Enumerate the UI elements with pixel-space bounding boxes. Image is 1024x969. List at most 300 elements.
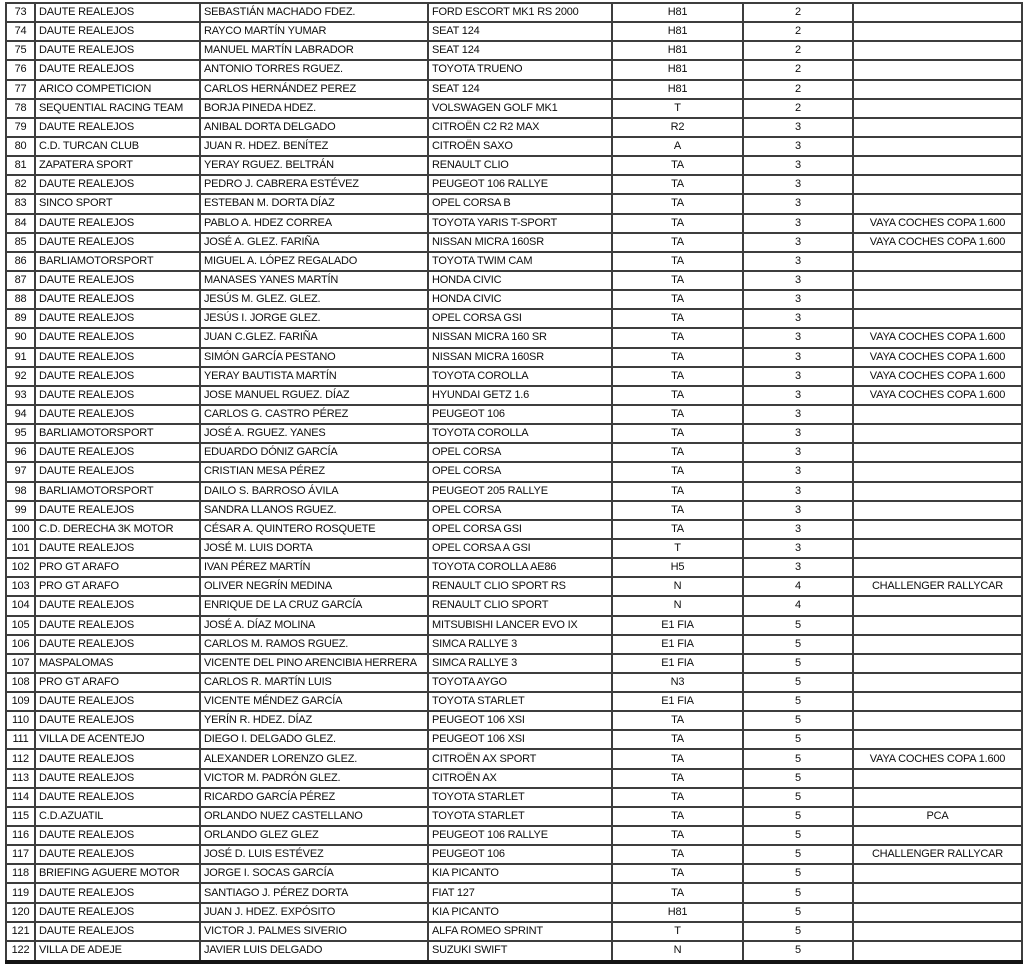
cell-number: 78 [6,99,35,118]
cell-note [853,711,1022,730]
cell-car: OPEL CORSA [428,443,612,462]
cell-note: VAYA COCHES COPA 1.600 [853,367,1022,386]
cell-note [853,539,1022,558]
cell-driver: RICARDO GARCÍA PÉREZ [200,788,428,807]
cell-number: 87 [6,271,35,290]
table-row [6,60,1022,79]
cell-class: TA [612,348,743,367]
cell-group: 3 [743,462,853,481]
cell-team: DAUTE REALEJOS [35,845,200,864]
cell-note: VAYA COCHES COPA 1.600 [853,214,1022,233]
cell-group: 3 [743,558,853,577]
cell-group: 5 [743,635,853,654]
cell-team: DAUTE REALEJOS [35,348,200,367]
cell-driver: MANASES YANES MARTÍN [200,271,428,290]
cell-car: SIMCA RALLYE 3 [428,635,612,654]
cell-group: 4 [743,596,853,615]
cell-note [853,883,1022,902]
cell-group: 3 [743,539,853,558]
cell-driver: IVAN PÉREZ MARTÍN [200,558,428,577]
cell-number: 100 [6,520,35,539]
table-row [6,22,1022,41]
cell-number: 109 [6,692,35,711]
table-row [6,941,1022,962]
cell-class: TA [612,175,743,194]
cell-class: TA [612,386,743,405]
table-row [6,730,1022,749]
cell-number: 111 [6,730,35,749]
cell-note [853,156,1022,175]
cell-number: 113 [6,769,35,788]
table-row [6,616,1022,635]
table-row [6,118,1022,137]
cell-note [853,462,1022,481]
cell-team: VILLA DE ACENTEJO [35,730,200,749]
cell-class: T [612,539,743,558]
cell-number: 80 [6,137,35,156]
cell-team: SEQUENTIAL RACING TEAM [35,99,200,118]
cell-group: 3 [743,156,853,175]
cell-driver: PABLO A. HDEZ CORREA [200,214,428,233]
cell-number: 105 [6,616,35,635]
cell-note [853,616,1022,635]
cell-note: VAYA COCHES COPA 1.600 [853,328,1022,347]
cell-number: 81 [6,156,35,175]
table-row [6,271,1022,290]
cell-class: N3 [612,673,743,692]
cell-note [853,271,1022,290]
cell-number: 82 [6,175,35,194]
cell-team: DAUTE REALEJOS [35,692,200,711]
entry-list-body [6,3,1022,962]
cell-number: 114 [6,788,35,807]
cell-class: H81 [612,80,743,99]
cell-note [853,290,1022,309]
cell-group: 3 [743,290,853,309]
cell-note [853,252,1022,271]
cell-car: SEAT 124 [428,80,612,99]
table-row [6,807,1022,826]
table-row [6,3,1022,22]
cell-number: 108 [6,673,35,692]
cell-driver: ENRIQUE DE LA CRUZ GARCÍA [200,596,428,615]
cell-group: 3 [743,482,853,501]
table-row [6,328,1022,347]
cell-car: FORD ESCORT MK1 RS 2000 [428,3,612,22]
table-row [6,137,1022,156]
cell-car: TOYOTA COROLLA [428,424,612,443]
cell-car: CITROËN SAXO [428,137,612,156]
cell-group: 3 [743,252,853,271]
cell-class: TA [612,749,743,768]
cell-driver: PEDRO J. CABRERA ESTÉVEZ [200,175,428,194]
cell-number: 97 [6,462,35,481]
cell-driver: ANIBAL DORTA DELGADO [200,118,428,137]
cell-class: H5 [612,558,743,577]
cell-car: TOYOTA TWIM CAM [428,252,612,271]
cell-group: 3 [743,520,853,539]
cell-team: DAUTE REALEJOS [35,711,200,730]
cell-group: 5 [743,616,853,635]
cell-class: TA [612,309,743,328]
cell-driver: JOSÉ A. DÍAZ MOLINA [200,616,428,635]
cell-car: PEUGEOT 106 RALLYE [428,826,612,845]
table-row [6,596,1022,615]
cell-note [853,175,1022,194]
cell-team: DAUTE REALEJOS [35,118,200,137]
cell-car: KIA PICANTO [428,864,612,883]
cell-team: DAUTE REALEJOS [35,271,200,290]
cell-number: 120 [6,903,35,922]
cell-note [853,80,1022,99]
cell-team: BARLIAMOTORSPORT [35,424,200,443]
cell-car: MITSUBISHI LANCER EVO IX [428,616,612,635]
cell-driver: JUAN J. HDEZ. EXPÓSITO [200,903,428,922]
cell-number: 76 [6,60,35,79]
cell-team: DAUTE REALEJOS [35,290,200,309]
cell-note [853,673,1022,692]
cell-team: DAUTE REALEJOS [35,501,200,520]
cell-group: 5 [743,730,853,749]
cell-number: 115 [6,807,35,826]
cell-driver: JOSÉ D. LUIS ESTÉVEZ [200,845,428,864]
cell-number: 112 [6,749,35,768]
cell-team: DAUTE REALEJOS [35,3,200,22]
cell-class: TA [612,711,743,730]
cell-team: PRO GT ARAFO [35,673,200,692]
cell-car: TOYOTA TRUENO [428,60,612,79]
cell-group: 3 [743,271,853,290]
cell-car: PEUGEOT 106 [428,845,612,864]
cell-class: H81 [612,22,743,41]
cell-number: 117 [6,845,35,864]
cell-note [853,118,1022,137]
cell-class: T [612,99,743,118]
cell-car: PEUGEOT 106 RALLYE [428,175,612,194]
cell-number: 119 [6,883,35,902]
cell-group: 5 [743,941,853,962]
cell-team: DAUTE REALEJOS [35,635,200,654]
cell-driver: YERAY RGUEZ. BELTRÁN [200,156,428,175]
cell-driver: CARLOS G. CASTRO PÉREZ [200,405,428,424]
cell-driver: JORGE I. SOCAS GARCÍA [200,864,428,883]
cell-team: VILLA DE ADEJE [35,941,200,962]
table-row [6,692,1022,711]
cell-driver: EDUARDO DÓNIZ GARCÍA [200,443,428,462]
cell-car: OPEL CORSA [428,462,612,481]
cell-number: 75 [6,41,35,60]
table-row [6,577,1022,596]
cell-driver: OLIVER NEGRÍN MEDINA [200,577,428,596]
cell-team: C.D. DERECHA 3K MOTOR [35,520,200,539]
cell-car: HONDA CIVIC [428,290,612,309]
cell-team: C.D.AZUATIL [35,807,200,826]
cell-car: TOYOTA STARLET [428,807,612,826]
cell-driver: VICENTE MÉNDEZ GARCÍA [200,692,428,711]
cell-team: DAUTE REALEJOS [35,386,200,405]
cell-group: 3 [743,175,853,194]
cell-class: TA [612,769,743,788]
cell-class: TA [612,501,743,520]
cell-class: E1 FIA [612,692,743,711]
cell-class: TA [612,520,743,539]
cell-group: 5 [743,654,853,673]
cell-team: DAUTE REALEJOS [35,903,200,922]
cell-class: TA [612,788,743,807]
cell-driver: VICENTE DEL PINO ARENCIBIA HERRERA [200,654,428,673]
cell-car: HYUNDAI GETZ 1.6 [428,386,612,405]
cell-class: H81 [612,3,743,22]
cell-class: T [612,922,743,941]
cell-class: E1 FIA [612,654,743,673]
cell-group: 2 [743,80,853,99]
cell-car: SUZUKI SWIFT [428,941,612,962]
cell-class: TA [612,462,743,481]
table-row [6,443,1022,462]
table-row [6,788,1022,807]
cell-driver: JUAN C.GLEZ. FARIÑA [200,328,428,347]
cell-group: 5 [743,883,853,902]
cell-group: 3 [743,233,853,252]
table-row [6,156,1022,175]
cell-number: 84 [6,214,35,233]
cell-number: 95 [6,424,35,443]
cell-driver: CÉSAR A. QUINTERO ROSQUETE [200,520,428,539]
cell-note [853,443,1022,462]
cell-number: 102 [6,558,35,577]
cell-note [853,654,1022,673]
cell-group: 2 [743,99,853,118]
cell-team: DAUTE REALEJOS [35,233,200,252]
cell-number: 93 [6,386,35,405]
cell-number: 86 [6,252,35,271]
cell-group: 3 [743,386,853,405]
cell-number: 96 [6,443,35,462]
cell-team: C.D. TURCAN CLUB [35,137,200,156]
cell-note [853,903,1022,922]
cell-number: 118 [6,864,35,883]
cell-note [853,826,1022,845]
table-row [6,558,1022,577]
cell-car: TOYOTA COROLLA AE86 [428,558,612,577]
table-row [6,80,1022,99]
table-row [6,845,1022,864]
cell-note [853,405,1022,424]
cell-driver: ANTONIO TORRES RGUEZ. [200,60,428,79]
cell-note [853,730,1022,749]
cell-team: DAUTE REALEJOS [35,367,200,386]
table-row [6,501,1022,520]
cell-driver: ESTEBAN M. DORTA DÍAZ [200,194,428,213]
table-row [6,194,1022,213]
cell-driver: JOSÉ M. LUIS DORTA [200,539,428,558]
cell-note [853,769,1022,788]
cell-car: RENAULT CLIO SPORT RS [428,577,612,596]
cell-class: E1 FIA [612,616,743,635]
table-row [6,348,1022,367]
cell-number: 106 [6,635,35,654]
table-row [6,520,1022,539]
cell-car: TOYOTA STARLET [428,692,612,711]
cell-class: TA [612,482,743,501]
cell-number: 101 [6,539,35,558]
cell-group: 5 [743,903,853,922]
cell-car: TOYOTA AYGO [428,673,612,692]
cell-team: PRO GT ARAFO [35,577,200,596]
table-row [6,539,1022,558]
cell-number: 90 [6,328,35,347]
cell-group: 3 [743,137,853,156]
table-row [6,99,1022,118]
cell-car: CITROËN C2 R2 MAX [428,118,612,137]
table-row [6,903,1022,922]
table-row [6,175,1022,194]
cell-group: 3 [743,501,853,520]
cell-team: DAUTE REALEJOS [35,788,200,807]
cell-note [853,692,1022,711]
cell-note [853,22,1022,41]
cell-team: DAUTE REALEJOS [35,769,200,788]
cell-group: 5 [743,922,853,941]
cell-note [853,99,1022,118]
cell-driver: VICTOR J. PALMES SIVERIO [200,922,428,941]
cell-group: 2 [743,41,853,60]
cell-number: 103 [6,577,35,596]
table-row [6,41,1022,60]
table-row [6,826,1022,845]
cell-team: MASPALOMAS [35,654,200,673]
cell-team: SINCO SPORT [35,194,200,213]
cell-group: 5 [743,807,853,826]
cell-note [853,424,1022,443]
cell-car: SEAT 124 [428,22,612,41]
cell-class: TA [612,194,743,213]
cell-class: H81 [612,903,743,922]
cell-team: DAUTE REALEJOS [35,22,200,41]
cell-driver: DIEGO I. DELGADO GLEZ. [200,730,428,749]
cell-car: FIAT 127 [428,883,612,902]
cell-driver: JESÚS I. JORGE GLEZ. [200,309,428,328]
cell-car: NISSAN MICRA 160SR [428,348,612,367]
cell-group: 5 [743,788,853,807]
cell-team: DAUTE REALEJOS [35,405,200,424]
cell-group: 4 [743,577,853,596]
cell-team: DAUTE REALEJOS [35,539,200,558]
cell-number: 77 [6,80,35,99]
cell-group: 5 [743,749,853,768]
table-row [6,883,1022,902]
cell-driver: VICTOR M. PADRÓN GLEZ. [200,769,428,788]
cell-driver: YERAY BAUTISTA MARTÍN [200,367,428,386]
cell-group: 5 [743,769,853,788]
cell-class: TA [612,424,743,443]
cell-team: ZAPATERA SPORT [35,156,200,175]
cell-class: A [612,137,743,156]
cell-class: H81 [612,41,743,60]
cell-team: PRO GT ARAFO [35,558,200,577]
cell-class: TA [612,271,743,290]
cell-number: 98 [6,482,35,501]
cell-driver: ORLANDO GLEZ GLEZ [200,826,428,845]
cell-class: TA [612,826,743,845]
cell-driver: CARLOS HERNÁNDEZ PEREZ [200,80,428,99]
cell-team: DAUTE REALEJOS [35,826,200,845]
cell-number: 122 [6,941,35,962]
cell-class: TA [612,443,743,462]
cell-driver: CARLOS M. RAMOS RGUEZ. [200,635,428,654]
table-row [6,424,1022,443]
cell-driver: CARLOS R. MARTÍN LUIS [200,673,428,692]
cell-class: TA [612,328,743,347]
cell-group: 3 [743,194,853,213]
cell-car: TOYOTA YARIS T-SPORT [428,214,612,233]
cell-car: NISSAN MICRA 160 SR [428,328,612,347]
cell-team: DAUTE REALEJOS [35,443,200,462]
cell-car: RENAULT CLIO [428,156,612,175]
cell-note [853,941,1022,962]
table-row [6,673,1022,692]
cell-note [853,482,1022,501]
cell-team: DAUTE REALEJOS [35,462,200,481]
cell-note [853,520,1022,539]
cell-driver: BORJA PINEDA HDEZ. [200,99,428,118]
cell-car: SEAT 124 [428,41,612,60]
cell-note [853,922,1022,941]
cell-group: 5 [743,673,853,692]
cell-driver: SANDRA LLANOS RGUEZ. [200,501,428,520]
table-row [6,749,1022,768]
cell-driver: MANUEL MARTÍN LABRADOR [200,41,428,60]
cell-car: NISSAN MICRA 160SR [428,233,612,252]
cell-group: 3 [743,309,853,328]
table-row [6,252,1022,271]
cell-team: BRIEFING AGUERE MOTOR [35,864,200,883]
cell-note [853,60,1022,79]
cell-team: DAUTE REALEJOS [35,328,200,347]
cell-team: DAUTE REALEJOS [35,922,200,941]
cell-driver: DAILO S. BARROSO ÁVILA [200,482,428,501]
cell-car: TOYOTA STARLET [428,788,612,807]
cell-driver: ORLANDO NUEZ CASTELLANO [200,807,428,826]
table-row [6,386,1022,405]
cell-class: N [612,941,743,962]
table-row [6,462,1022,481]
cell-number: 88 [6,290,35,309]
cell-car: ALFA ROMEO SPRINT [428,922,612,941]
table-row [6,711,1022,730]
cell-group: 3 [743,118,853,137]
cell-number: 83 [6,194,35,213]
cell-group: 5 [743,692,853,711]
table-row [6,922,1022,941]
cell-team: DAUTE REALEJOS [35,309,200,328]
cell-team: DAUTE REALEJOS [35,749,200,768]
cell-driver: YERÍN R. HDEZ. DÍAZ [200,711,428,730]
cell-class: TA [612,730,743,749]
cell-car: VOLSWAGEN GOLF MK1 [428,99,612,118]
cell-class: TA [612,233,743,252]
cell-number: 107 [6,654,35,673]
cell-group: 3 [743,348,853,367]
cell-note: PCA [853,807,1022,826]
cell-note [853,137,1022,156]
cell-team: DAUTE REALEJOS [35,883,200,902]
cell-class: TA [612,290,743,309]
cell-group: 3 [743,424,853,443]
cell-class: H81 [612,60,743,79]
cell-team: BARLIAMOTORSPORT [35,252,200,271]
cell-driver: JOSE MANUEL RGUEZ. DÍAZ [200,386,428,405]
